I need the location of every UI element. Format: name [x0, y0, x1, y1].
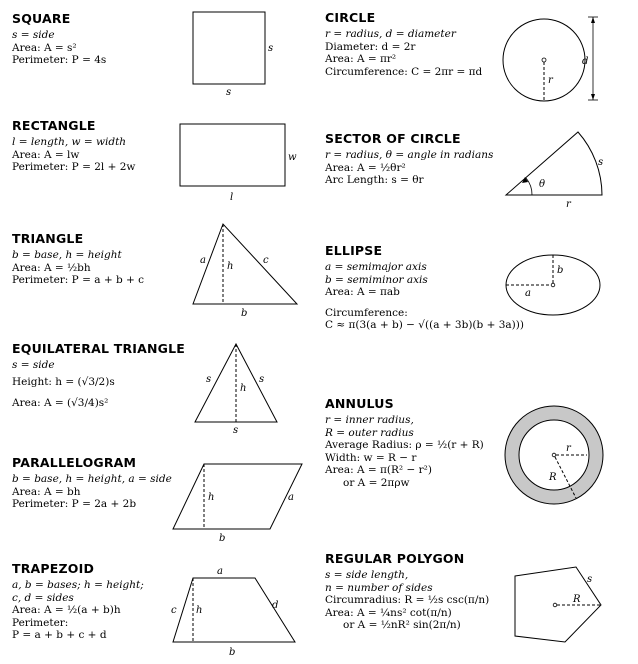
triangle-line-2: Area: A = ½bh	[12, 261, 91, 274]
polygon-section	[325, 551, 489, 632]
triangle-label-h: h	[227, 261, 234, 272]
ellipse-line-2: b = semiminor axis	[325, 273, 428, 286]
polygon-line-3: Circumradius: R = ½s csc(π/n)	[325, 594, 490, 606]
equilateral-label-left: s	[206, 374, 212, 385]
triangle-figure	[185, 218, 305, 320]
rectangle-label-width: w	[288, 152, 297, 163]
annulus-line-1: r = inner radius,	[325, 414, 414, 426]
annulus-line-5: Area: A = π(R² − r²)	[325, 464, 432, 476]
sector-line-2: Area: A = ½θr²	[325, 161, 406, 174]
parallelogram-figure	[170, 458, 310, 544]
parallelogram-section	[12, 455, 172, 511]
ellipse-line-5: C ≈ π(3(a + b) − √((a + 3b)(b + 3a)))	[325, 319, 524, 331]
circle-line-3: Area: A = πr²	[325, 53, 397, 65]
square-label-right: s	[268, 43, 274, 54]
rectangle-line-1: l = length, w = width	[12, 136, 127, 148]
circle-title: CIRCLE	[325, 10, 376, 25]
sector-label-s: s	[598, 157, 604, 168]
parallelogram-line-1: b = base, h = height, a = side	[12, 473, 172, 485]
equilateral-line-3: Area: A = (√3/4)s²	[12, 397, 109, 409]
rectangle-line-2: Area: A = lw	[12, 148, 80, 161]
polygon-line-4: Area: A = ¼ns² cot(π/n)	[325, 606, 452, 619]
polygon-figure	[505, 560, 610, 652]
triangle-label-a: a	[200, 255, 206, 266]
parallelogram-label-a: a	[288, 492, 294, 503]
circle-label-r: r	[548, 75, 553, 86]
parallelogram-line-2: Area: A = bh	[12, 485, 81, 498]
circle-line-4: Circumference: C = 2πr = πd	[325, 65, 483, 78]
square-line-2: Area: A = s²	[12, 41, 77, 54]
polygon-line-5: or A = ½nR² sin(2π/n)	[343, 619, 461, 631]
equilateral-section	[12, 341, 185, 410]
equilateral-line-1: s = side	[12, 359, 55, 371]
annulus-section	[325, 396, 484, 489]
ellipse-figure	[500, 246, 610, 322]
square-line-1: s = side	[12, 29, 55, 41]
triangle-title: TRIANGLE	[12, 231, 84, 246]
annulus-title: ANNULUS	[325, 396, 394, 411]
trapezoid-figure	[165, 563, 305, 661]
triangle-label-b: b	[241, 308, 248, 319]
square-label-bottom: s	[226, 87, 232, 98]
annulus-label-R: R	[549, 472, 557, 483]
trapezoid-line-5: P = a + b + c + d	[12, 629, 107, 641]
trapezoid-label-a: a	[217, 566, 223, 577]
triangle-line-3: Perimeter: P = a + b + c	[12, 274, 145, 286]
sector-line-3: Arc Length: s = θr	[325, 174, 424, 186]
sector-title: SECTOR OF CIRCLE	[325, 131, 461, 146]
annulus-figure	[500, 402, 610, 506]
sector-figure	[500, 128, 620, 212]
sector-section	[325, 131, 493, 187]
annulus-line-6: or A = 2πρw	[343, 476, 410, 489]
sector-label-r: r	[566, 199, 571, 210]
trapezoid-line-2: c, d = sides	[12, 591, 74, 604]
circle-section	[325, 10, 482, 78]
equilateral-label-right: s	[259, 374, 265, 385]
parallelogram-label-b: b	[219, 533, 226, 544]
square-title: SQUARE	[12, 11, 71, 26]
equilateral-label-bottom: s	[233, 425, 239, 436]
rectangle-label-length: l	[230, 192, 234, 203]
parallelogram-label-h: h	[208, 492, 215, 503]
parallelogram-line-3: Perimeter: P = 2a + 2b	[12, 498, 137, 510]
equilateral-figure	[190, 338, 290, 436]
sector-line-1: r = radius, θ = angle in radians	[325, 149, 494, 161]
trapezoid-label-b: b	[229, 647, 236, 658]
ellipse-label-b: b	[557, 265, 564, 276]
triangle-label-c: c	[263, 255, 269, 266]
annulus-line-2: R = outer radius	[325, 426, 414, 439]
square-section	[12, 11, 106, 67]
sector-label-theta: θ	[539, 179, 546, 190]
equilateral-line-2: Height: h = (√3/2)s	[12, 375, 115, 388]
ellipse-line-3: Area: A = πab	[325, 286, 400, 298]
annulus-label-r: r	[566, 443, 571, 454]
trapezoid-title: TRAPEZOID	[12, 561, 95, 576]
equilateral-label-h: h	[240, 383, 247, 394]
triangle-section	[12, 231, 144, 287]
square-figure	[185, 6, 285, 98]
rectangle-line-3: Perimeter: P = 2l + 2w	[12, 161, 136, 173]
trapezoid-section	[12, 561, 144, 642]
trapezoid-label-h: h	[196, 605, 203, 616]
square-line-3: Perimeter: P = 4s	[12, 54, 107, 66]
ellipse-label-a: a	[525, 288, 531, 299]
polygon-label-R: R	[573, 594, 581, 605]
trapezoid-label-c: c	[171, 605, 177, 616]
polygon-title: REGULAR POLYGON	[325, 551, 465, 566]
parallelogram-title: PARALLELOGRAM	[12, 455, 137, 470]
ellipse-line-1: a = semimajor axis	[325, 261, 427, 273]
circle-label-d: d	[582, 56, 589, 67]
circle-figure	[498, 12, 608, 104]
trapezoid-line-1: a, b = bases; h = height;	[12, 579, 144, 591]
triangle-line-1: b = base, h = height	[12, 249, 122, 261]
trapezoid-line-3: Area: A = ½(a + b)h	[12, 604, 121, 616]
rectangle-title: RECTANGLE	[12, 118, 96, 133]
polygon-label-s: s	[587, 574, 593, 585]
annulus-line-4: Width: w = R − r	[325, 451, 417, 464]
polygon-line-1: s = side length,	[325, 569, 409, 581]
rectangle-figure	[175, 118, 305, 206]
equilateral-title: EQUILATERAL TRIANGLE	[12, 341, 186, 356]
trapezoid-line-4: Perimeter:	[12, 616, 69, 629]
ellipse-title: ELLIPSE	[325, 243, 383, 258]
ellipse-section	[325, 243, 524, 332]
annulus-line-3: Average Radius: ρ = ½(r + R)	[325, 439, 484, 451]
polygon-line-2: n = number of sides	[325, 581, 433, 594]
ellipse-line-4: Circumference:	[325, 306, 408, 319]
circle-line-2: Diameter: d = 2r	[325, 40, 416, 53]
circle-line-1: r = radius, d = diameter	[325, 28, 456, 40]
trapezoid-label-d: d	[272, 600, 279, 611]
rectangle-section	[12, 118, 135, 174]
